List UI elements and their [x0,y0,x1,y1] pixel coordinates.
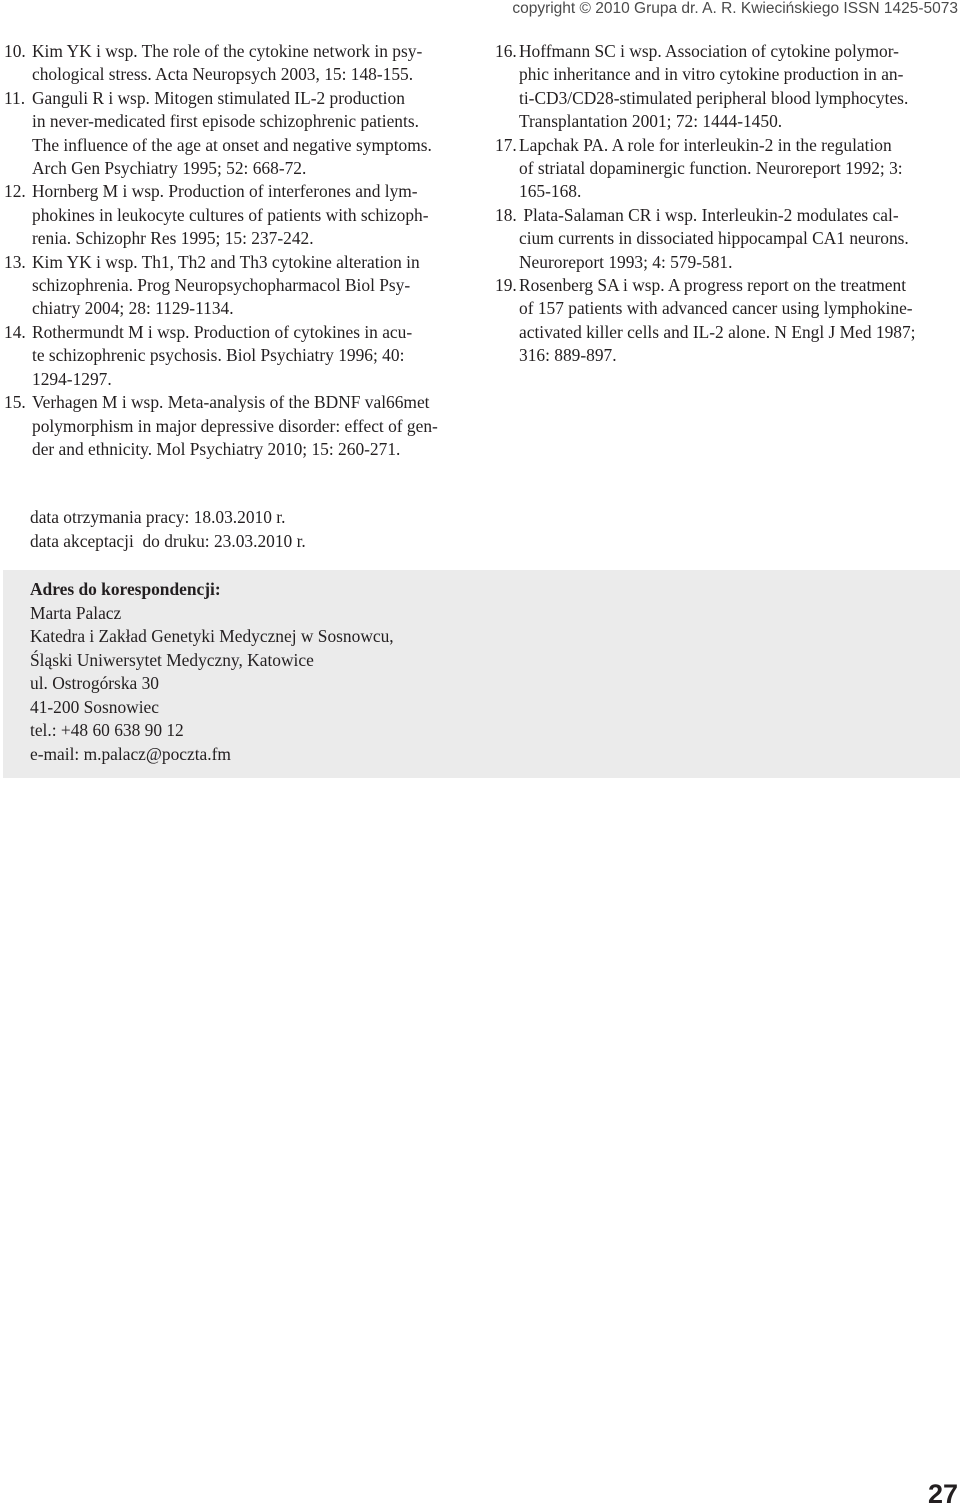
correspondence-street: ul. Ostrogórska 30 [30,673,159,693]
reference-line: cium currents in dissociated hippocampal CA1 neurons. [519,228,909,249]
received-date: data otrzymania pracy: 18.03.2010 r. [30,507,286,527]
reference-line: activated killer cells and IL-2 alone. N Engl J Med 1987; [519,321,916,342]
reference-17 [495,134,960,204]
reference-text [519,274,960,368]
reference-line: Rothermundt M i wsp. Production of cytokines in acu- [32,321,413,342]
reference-line: schizophrenia. Prog Neuropsychopharmacol Biol Psy- [32,275,411,296]
reference-number: 17. [495,134,517,155]
correspondence-heading: Adres do korespondencji: [30,579,221,599]
reference-10 [4,40,472,87]
correspondence-department: Katedra i Zakład Genetyki Medycznej w Sosnowcu, [30,626,394,646]
reference-line: Lapchak PA. A role for interleukin-2 in the regulation [519,134,892,155]
reference-number: 13. [4,251,26,272]
correspondence-box [3,570,960,778]
reference-line: ti-CD3/CD28-stimulated peripheral blood lymphocytes. [519,87,909,108]
reference-text [519,40,960,134]
reference-number: 16. [495,41,517,61]
reference-line: renia. Schizophr Res 1995; 15: 237-242. [32,228,314,249]
reference-line: in never-medicated first episode schizophrenic patients. [32,111,419,132]
reference-14 [4,321,472,391]
reference-19 [495,274,960,368]
correspondence-name: Marta Palacz [30,602,122,623]
reference-number: 14. [4,321,26,342]
reference-line: der and ethnicity. Mol Psychiatry 2010; 15: 260-271. [32,438,401,459]
reference-text [32,251,472,321]
reference-line: Kim YK i wsp. Th1, Th2 and Th3 cytokine alteration in [32,251,420,272]
correspondence-city: 41-200 Sosnowiec [30,696,159,717]
reference-line: of striatal dopaminergic function. Neuroreport 1992; 3: [519,158,903,179]
reference-15 [4,391,472,461]
reference-text [32,180,472,250]
reference-line: Rosenberg SA i wsp. A progress report on the treatment [519,275,907,296]
reference-line: Verhagen M i wsp. Meta-analysis of the BDNF val66met [32,392,430,413]
reference-line: Transplantation 2001; 72: 1444-1450. [519,111,783,132]
reference-line: phic inheritance and in vitro cytokine production in an- [519,64,904,85]
reference-line: Hoffmann SC i wsp. Association of cytokine polymor- [519,41,899,61]
accepted-date: data akceptacji do druku: 23.03.2010 r. [30,530,306,551]
reference-number: 18. [495,204,517,225]
reference-line: phokines in leukocyte cultures of patients with schizoph- [32,204,429,225]
correspondence-university: Śląski Uniwersytet Medyczny, Katowice [30,649,314,670]
copyright-notice: copyright © 2010 Grupa dr. A. R. Kwiecińskiego ISSN 1425-5073 [512,0,958,17]
correspondence-email: e-mail: m.palacz@poczta.fm [30,743,231,764]
reference-line: chiatry 2004; 28: 1129-1134. [32,298,234,319]
reference-line: 316: 889-897. [519,345,617,366]
reference-number: 19. [495,275,517,296]
reference-line: of 157 patients with advanced cancer using lymphokine- [519,298,913,319]
reference-text [519,134,960,204]
reference-line: te schizophrenic psychosis. Biol Psychiatry 1996; 40: [32,345,405,366]
reference-line: Arch Gen Psychiatry 1995; 52: 668-72. [32,158,307,179]
reference-line: 165-168. [519,181,582,202]
reference-line: The influence of the age at onset and negative symptoms. [32,134,432,155]
reference-number: 12. [4,181,26,202]
reference-text [32,87,472,181]
reference-line: Neuroreport 1993; 4: 579-581. [519,251,733,272]
reference-number: 15. [4,392,26,413]
page-number: 27 [927,1479,958,1509]
reference-line: Hornberg M i wsp. Production of interferones and lym- [32,181,418,202]
reference-number: 11. [4,87,26,108]
reference-18 [495,204,960,274]
reference-line: 1294-1297. [32,368,112,389]
correspondence-phone: tel.: +48 60 638 90 12 [30,720,184,740]
reference-16 [495,40,960,134]
reference-line: Ganguli R i wsp. Mitogen stimulated IL-2 production [32,87,405,108]
reference-11 [4,87,472,181]
reference-text [32,40,472,87]
reference-line: Kim YK i wsp. The role of the cytokine network in psy- [32,41,423,61]
reference-text [519,204,960,274]
reference-line: Plata-Salaman CR i wsp. Interleukin-2 modulates cal- [519,204,899,225]
references-right-column [495,40,960,368]
reference-number: 10. [4,41,26,61]
reference-text [32,391,472,461]
article-dates [30,506,306,553]
correspondence-address [30,578,394,766]
reference-line: chological stress. Acta Neuropsych 2003, 15: 148-155. [32,64,414,85]
reference-13 [4,251,472,321]
reference-12 [4,180,472,250]
references-left-column [4,40,472,461]
reference-line: polymorphism in major depressive disorder: effect of gen- [32,415,438,436]
reference-text [32,321,472,391]
